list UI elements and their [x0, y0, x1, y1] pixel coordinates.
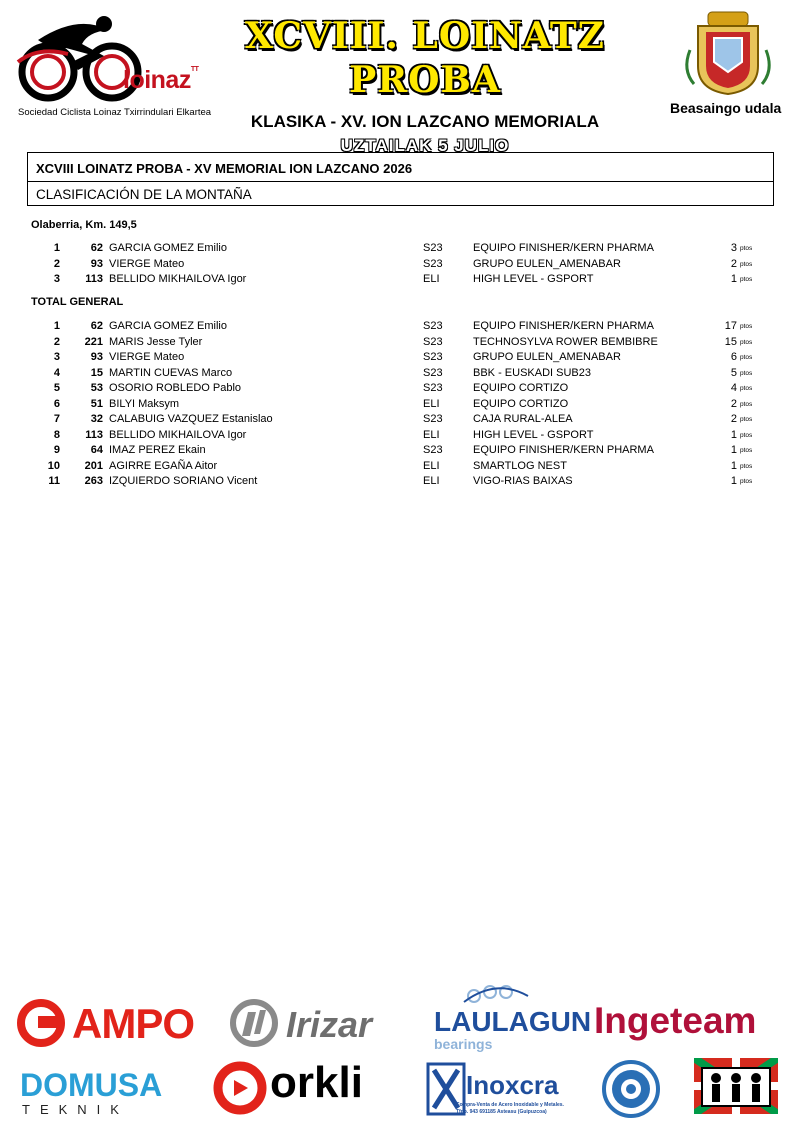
dorsal: 93: [90, 351, 103, 363]
town-logo: [668, 10, 788, 122]
category: S23: [423, 242, 443, 254]
category: ELI: [423, 459, 440, 472]
orkli-logo-icon: [212, 1060, 268, 1116]
dorsal: 53: [90, 382, 103, 394]
dorsal: 113: [85, 428, 103, 441]
points-unit: ptos: [740, 416, 753, 423]
domusa-name: DOMUSA: [20, 1067, 163, 1103]
table-row: [0, 444, 800, 460]
irizar-logo-icon: [228, 998, 280, 1048]
section-label-olaberria: Olaberria, Km. 149,5: [31, 219, 137, 231]
points-unit: ptos: [740, 447, 753, 454]
laulagun-bearings-icon: [460, 982, 530, 1006]
points: 1: [730, 444, 737, 456]
table-row: [0, 475, 800, 491]
dorsal: 62: [90, 320, 103, 332]
points: 2: [730, 257, 737, 270]
inoxcra-sub2: Tfno. 943 691185 Asteasu (Guipuzcoa): [456, 1109, 547, 1115]
points: 6: [730, 351, 737, 363]
table-row: [0, 413, 800, 429]
dorsal: 64: [90, 444, 103, 456]
points-unit: ptos: [740, 276, 753, 283]
section-label-total: TOTAL GENERAL: [31, 296, 124, 308]
laulagun-name: LAULAGUN: [434, 1006, 592, 1037]
ampo-logo-icon: [16, 998, 66, 1048]
town-name: Beasaingo udala: [670, 100, 782, 116]
report-subtitle: CLASIFICACIÓN DE LA MONTAÑA: [36, 187, 252, 202]
event-header: [215, 14, 635, 156]
points: 1: [730, 459, 737, 472]
category: ELI: [423, 475, 440, 487]
dorsal: 263: [84, 475, 103, 487]
table-row: [0, 273, 800, 289]
table-row: [0, 258, 800, 274]
event-subtitle: KLASIKA - XV. ION LAZCANO MEMORIALA: [250, 112, 600, 131]
federation-seal-icon: [602, 1060, 660, 1118]
points: 15: [724, 335, 737, 348]
team: EQUIPO CORTIZO: [473, 397, 569, 410]
table-row: [0, 382, 800, 398]
position: 3: [53, 273, 60, 285]
points: 3: [730, 242, 737, 254]
club-name: Sociedad Ciclista Loinaz Txirrindulari Elkartea: [18, 107, 212, 118]
points-unit: ptos: [740, 478, 753, 485]
event-date: UZTAILAK 5 JULIO: [340, 136, 510, 155]
points-unit: ptos: [740, 385, 753, 392]
category: S23: [423, 366, 443, 379]
team: EQUIPO FINISHER/KERN PHARMA: [473, 242, 654, 254]
sponsor-ingeteam: Ingeteam: [594, 1000, 757, 1041]
points: 1: [730, 273, 737, 285]
team: EQUIPO FINISHER/KERN PHARMA: [473, 444, 654, 456]
points: 17: [724, 320, 737, 332]
basque-flag-cyclists-icon: [694, 1058, 778, 1114]
dorsal: 93: [90, 257, 103, 270]
coat-of-arms-icon: [668, 10, 788, 96]
team: GRUPO EULEN_AMENABAR: [473, 351, 621, 363]
inoxcra-name: Inoxcra: [466, 1070, 559, 1100]
club-logo: [8, 10, 212, 120]
dorsal: 32: [90, 413, 103, 425]
category: S23: [423, 335, 443, 348]
category: S23: [423, 257, 443, 270]
position: 2: [53, 335, 60, 348]
rider-name: VIERGE Mateo: [109, 351, 185, 363]
position: 1: [53, 320, 60, 332]
table-row: [0, 398, 800, 414]
ampo-name: AMPO: [72, 1000, 194, 1047]
points-unit: ptos: [740, 400, 753, 408]
position: 2: [53, 257, 60, 270]
position: 5: [53, 382, 60, 394]
rider-name: BELLIDO MIKHAILOVA Igor: [109, 428, 247, 441]
rider-name: MARIS Jesse Tyler: [109, 335, 203, 348]
category: ELI: [423, 397, 440, 410]
points-unit: ptos: [740, 369, 753, 377]
rider-name: OSORIO ROBLEDO Pablo: [109, 382, 242, 394]
report-title-box: [27, 152, 774, 206]
points-unit: ptos: [740, 245, 753, 252]
domusa-sub: TEKNIK: [22, 1102, 129, 1117]
laulagun-sub: bearings: [434, 1036, 493, 1052]
position: 11: [48, 475, 60, 487]
points: 4: [730, 382, 737, 394]
points: 1: [730, 475, 737, 487]
table-row: [0, 460, 800, 476]
position: 1: [53, 242, 60, 254]
points-unit: ptos: [740, 431, 753, 439]
points-unit: ptos: [740, 260, 753, 268]
team: BBK - EUSKADI SUB23: [473, 366, 591, 379]
rider-name: BELLIDO MIKHAILOVA Igor: [109, 273, 247, 285]
rider-name: IZQUIERDO SORIANO Vicent: [109, 475, 258, 487]
position: 6: [53, 397, 60, 410]
category: S23: [423, 320, 443, 332]
team: HIGH LEVEL - GSPORT: [473, 428, 594, 441]
team: EQUIPO FINISHER/KERN PHARMA: [473, 320, 654, 332]
points: 5: [730, 366, 737, 379]
position: 7: [53, 413, 60, 425]
position: 10: [47, 459, 60, 472]
team: EQUIPO CORTIZO: [473, 382, 569, 394]
team: VIGO-RIAS BAIXAS: [473, 475, 573, 487]
points-unit: ptos: [740, 354, 753, 361]
rider-name: IMAZ PEREZ Ekain: [109, 444, 206, 456]
rider-name: CALABUIG VAZQUEZ Estanislao: [109, 413, 273, 425]
olaberria-results: [0, 242, 800, 289]
irizar-name: Irizar: [286, 1004, 373, 1045]
points-unit: ptos: [740, 338, 753, 346]
points-unit: ptos: [740, 462, 753, 470]
rider-name: VIERGE Mateo: [109, 257, 185, 270]
category: S23: [423, 413, 443, 425]
table-row: [0, 242, 800, 258]
team: HIGH LEVEL - GSPORT: [473, 273, 594, 285]
team: CAJA RURAL-ALEA: [473, 413, 573, 425]
points: 2: [730, 397, 737, 410]
club-brand: loinaz$^{TT}$: [123, 66, 199, 94]
dorsal: 15: [90, 366, 103, 379]
rider-name: GARCIA GOMEZ Emilio: [109, 320, 227, 332]
dorsal: 221: [84, 335, 103, 348]
inoxcra-sub1: Compra-Venta de Acero Inoxidable y Metales.: [456, 1102, 564, 1108]
event-title: XCVIII. LOINATZ PROBA: [245, 15, 605, 101]
table-row: [0, 429, 800, 445]
points: 2: [730, 413, 737, 425]
category: S23: [423, 444, 443, 456]
category: ELI: [423, 428, 440, 441]
rider-name: BILYI Maksym: [109, 397, 180, 410]
position: 3: [53, 351, 60, 363]
dorsal: 201: [84, 459, 103, 472]
table-row: [0, 367, 800, 383]
team: TECHNOSYLVA ROWER BEMBIBRE: [473, 335, 658, 348]
points-unit: ptos: [740, 323, 753, 330]
rider-name: MARTIN CUEVAS Marco: [109, 366, 233, 379]
total-results: [0, 320, 800, 491]
table-row: [0, 320, 800, 336]
position: 9: [53, 444, 60, 456]
dorsal: 62: [90, 242, 103, 254]
orkli-name: orkli: [270, 1058, 363, 1107]
dorsal: 113: [85, 273, 103, 285]
team: SMARTLOG NEST: [473, 459, 567, 472]
team: GRUPO EULEN_AMENABAR: [473, 257, 621, 270]
category: ELI: [423, 273, 440, 285]
rider-name: GARCIA GOMEZ Emilio: [109, 242, 227, 254]
dorsal: 51: [90, 397, 103, 410]
rider-name: AGIRRE EGAÑA Aitor: [109, 459, 218, 472]
points: 1: [730, 428, 737, 441]
table-row: [0, 351, 800, 367]
position: 4: [53, 366, 60, 379]
category: S23: [423, 382, 443, 394]
report-title: XCVIII LOINATZ PROBA - XV MEMORIAL ION LAZCANO 2026: [28, 153, 773, 182]
table-row: [0, 336, 800, 352]
position: 8: [53, 428, 60, 441]
category: S23: [423, 351, 443, 363]
